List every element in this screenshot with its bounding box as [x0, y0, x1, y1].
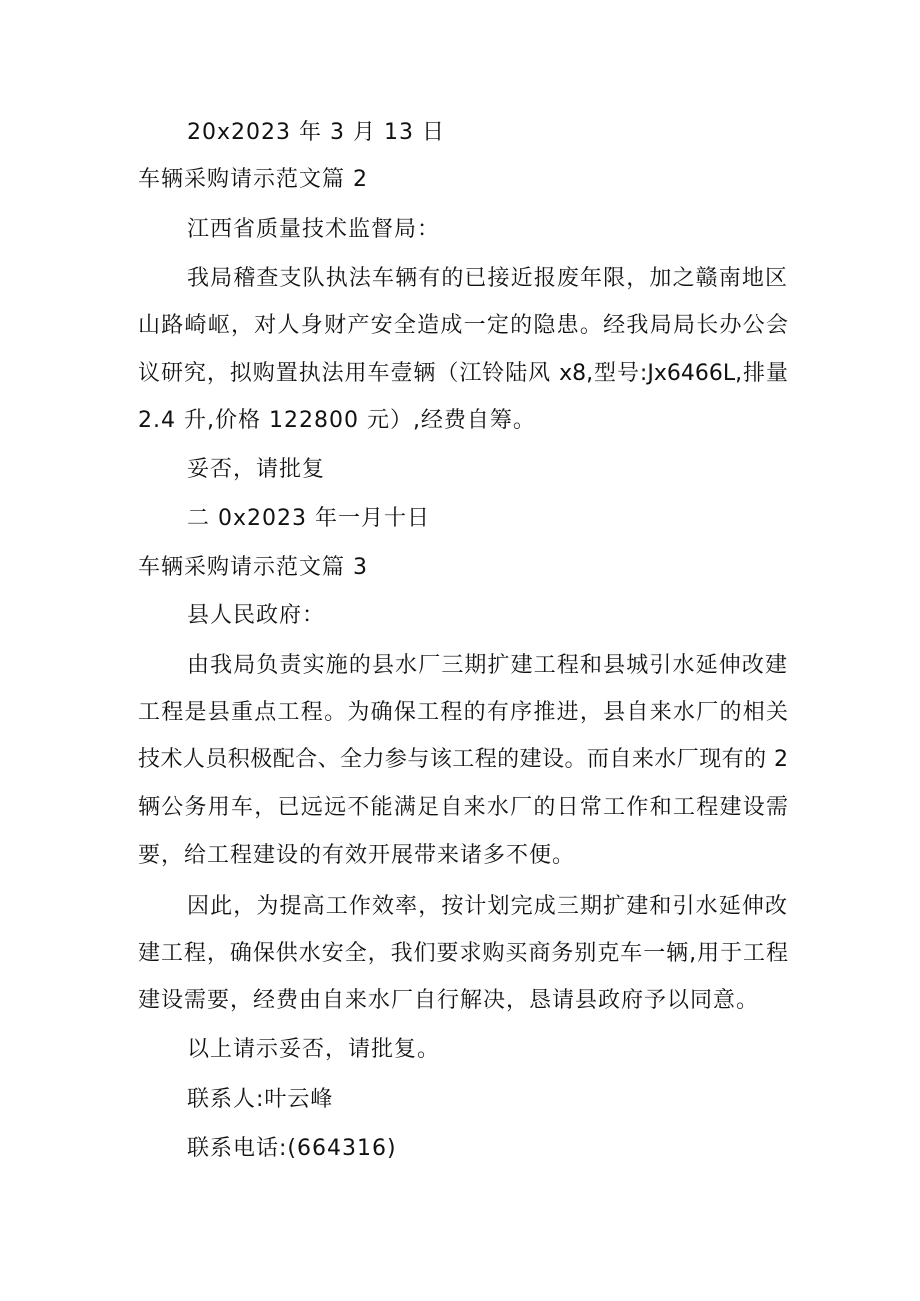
section-2-closing: 妥否，请批复 — [187, 457, 326, 482]
section-3-para1-line: 辆公务用车，已远远不能满足自来水厂的日常工作和工程建设需 — [138, 795, 788, 820]
section-2-title: 车辆采购请示范文篇 2 — [138, 167, 368, 192]
section-3-para1-line: 由我局负责实施的县水厂三期扩建工程和县城引水延伸改建 — [187, 653, 787, 678]
contact-person: 联系人:叶云峰 — [187, 1087, 334, 1112]
section-2-body-line: 山路崎岖，对人身财产安全造成一定的隐患。经我局局长办公会 — [138, 313, 788, 338]
section-3-addressee: 县人民政府： — [187, 603, 326, 628]
section-2-body-line: 议研究，拟购置执法用车壹辆（江铃陆风 x8,型号:Jx6466L,排量 — [138, 361, 788, 386]
section-3-closing: 以上请示妥否，请批复。 — [187, 1037, 441, 1062]
top-date: 20x2023 年 3 月 13 日 — [187, 120, 445, 145]
section-2-addressee: 江西省质量技术监督局： — [187, 217, 441, 242]
section-2-date: 二 0x2023 年一月十日 — [187, 506, 430, 531]
section-3-para2-line: 因此，为提高工作效率，按计划完成三期扩建和引水延伸改 — [187, 894, 787, 919]
section-3-para2-line: 建工程，确保供水安全，我们要求购买商务别克车一辆,用于工程 — [138, 941, 788, 966]
contact-phone: 联系电话:(664316) — [187, 1136, 397, 1161]
section-3-para2-line: 建设需要，经费由自来水厂自行解决，恳请县政府予以同意。 — [138, 988, 760, 1013]
section-3-para1-line: 工程是县重点工程。为确保工程的有序推进，县自来水厂的相关 — [138, 700, 788, 725]
section-3-para1-line: 要，给工程建设的有效开展带来诸多不便。 — [138, 843, 576, 868]
section-2-body-line: 2.4 升,价格 122800 元）,经费自筹。 — [138, 408, 536, 433]
section-3-title: 车辆采购请示范文篇 3 — [138, 555, 368, 580]
section-2-body-line: 我局稽查支队执法车辆有的已接近报废年限，加之赣南地区 — [187, 266, 787, 291]
section-3-para1-line: 技术人员积极配合、全力参与该工程的建设。而自来水厂现有的 2 — [138, 747, 788, 772]
